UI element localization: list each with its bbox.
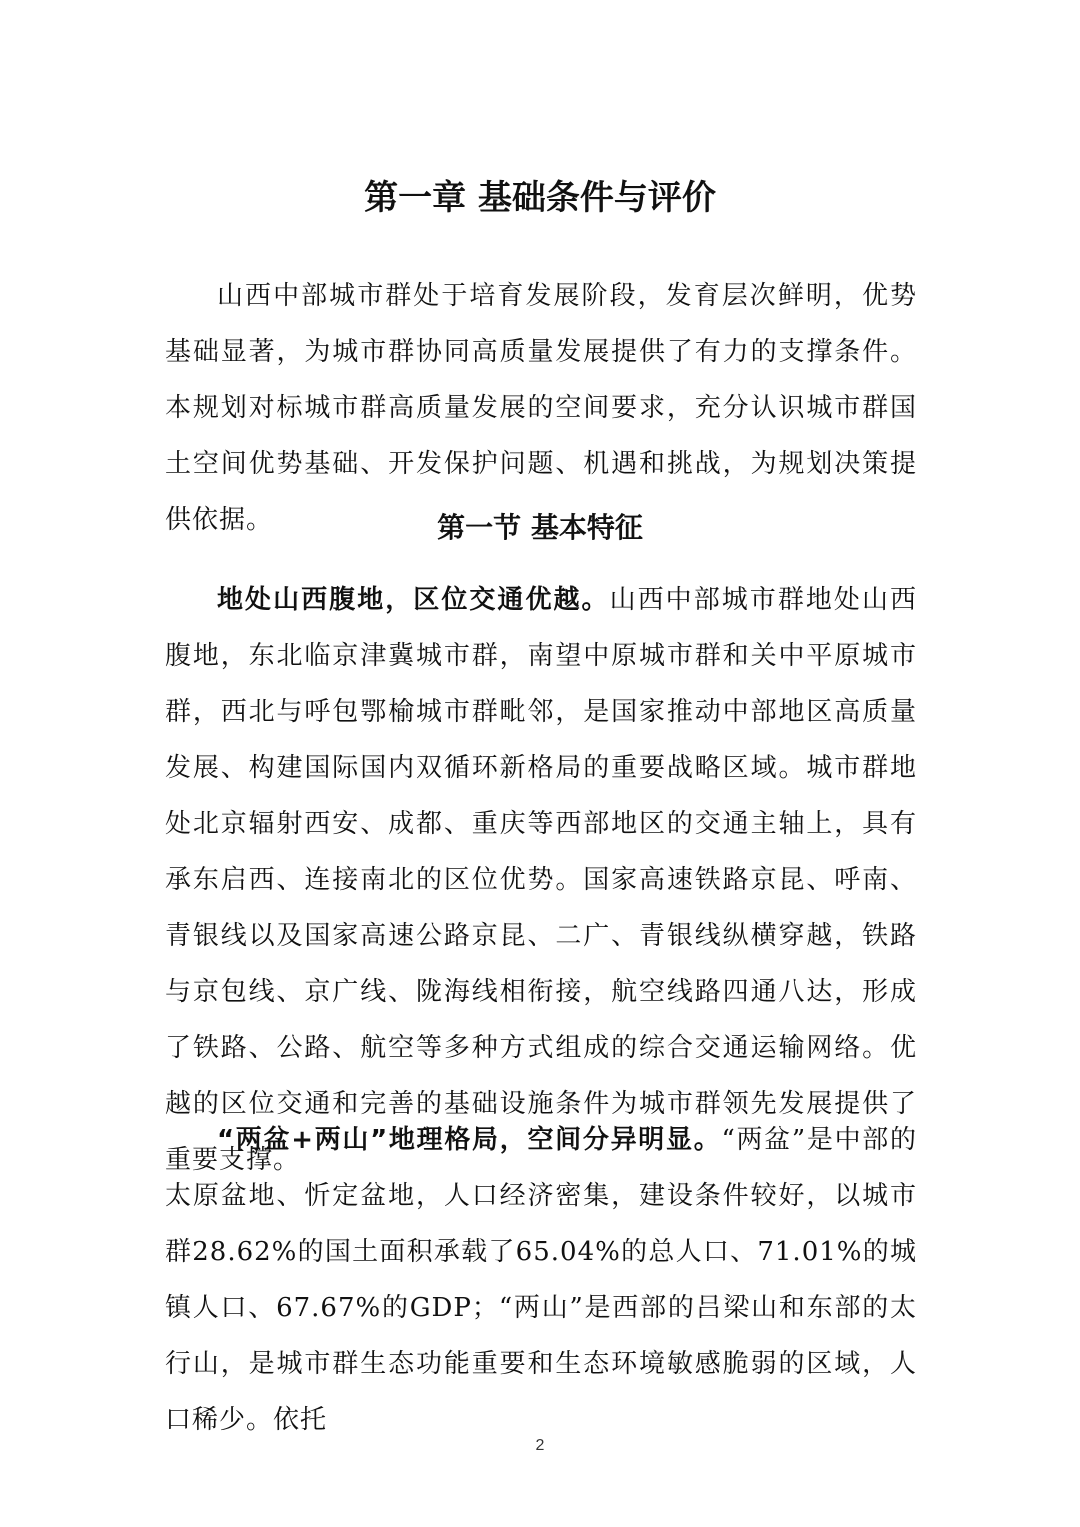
paragraph-lead: “两盆+两山”地理格局，空间分异明显。: [217, 1125, 722, 1155]
intro-paragraph: 山西中部城市群处于培育发展阶段，发育层次鲜明，优势基础显著，为城市群协同高质量发展提供了有力的支撑条件。本规划对标城市群高质量发展的空间要求，充分认识城市群国土空间优势基础、开发保护问题、机遇和挑战，为规划决策提供依据。: [165, 281, 917, 535]
section-title: 第一节 基本特征: [437, 511, 643, 544]
paragraph-location: [165, 572, 917, 1188]
paragraph-geography: [165, 1112, 917, 1448]
chapter-title: 第一章 基础条件与评价: [364, 178, 716, 218]
paragraph-body: 山西中部城市群地处山西腹地，东北临京津冀城市群，南望中原城市群和关中平原城市群，西北与呼包鄂榆城市群毗邻，是国家推动中部地区高质量发展、构建国际国内双循环新格局的重要战略区域。城市群地处北京辐射西安、成都、重庆等西部地区的交通主轴上，具有承东启西、连接南北的区位优势。国家高速铁路京昆、呼南、青银线以及国家高速公路京昆、二广、青银线纵横穿越，铁路与京包线、京广线、陇海线相衔接，航空线路四通八达，形成了铁路、公路、航空等多种方式组成的综合交通运输网络。优越的区位交通和完善的基础设施条件为城市群领先发展提供了重要支撑。: [165, 585, 917, 1175]
paragraph-lead: 地处山西腹地，区位交通优越。: [217, 585, 610, 615]
paragraph-body: “两盆”是中部的太原盆地、忻定盆地，人口经济密集，建设条件较好，以城市群28.62%的国土面积承载了65.04%的总人口、71.01%的城镇人口、67.67%的GDP；“两山”是西部的吕梁山和东部的太行山，是城市群生态功能重要和生态环境敏感脆弱的区域，人口稀少。依托: [165, 1125, 917, 1435]
page-number: 2: [535, 1437, 545, 1454]
